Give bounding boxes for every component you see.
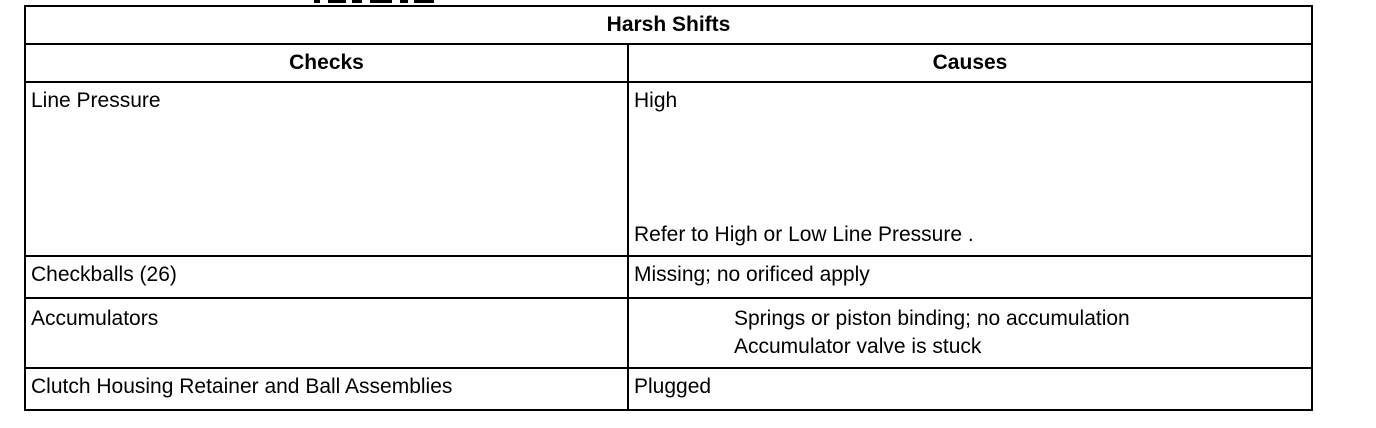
causes-column-header: Causes <box>628 44 1312 82</box>
table-row <box>25 298 1312 368</box>
table-row <box>25 82 1312 256</box>
cause-valve-stuck: Accumulator valve is stuck <box>734 335 982 358</box>
cause-springs-binding: Springs or piston binding; no accumulation <box>734 307 1130 330</box>
check-cell <box>25 82 628 256</box>
table-title: Harsh Shifts <box>25 6 1312 44</box>
check-accumulators: Accumulators <box>31 307 159 330</box>
check-cell <box>25 298 628 368</box>
cropped-text-fragment <box>300 0 440 3</box>
cause-cell <box>628 368 1312 410</box>
check-cell <box>25 256 628 298</box>
check-cell <box>25 368 628 410</box>
check-line-pressure: Line Pressure <box>31 89 161 112</box>
cause-cell <box>628 256 1312 298</box>
checks-column-header: Checks <box>25 44 628 82</box>
table-row <box>25 368 1312 410</box>
cause-high: High <box>634 89 678 112</box>
cause-cell <box>628 298 1312 368</box>
harsh-shifts-table <box>24 5 1313 411</box>
line-pressure-reference-note: Refer to High or Low Line Pressure . <box>634 223 974 246</box>
cause-cell <box>628 82 1312 256</box>
table-row <box>25 256 1312 298</box>
cause-missing: Missing; no orificed apply <box>634 263 870 286</box>
check-checkballs: Checkballs (26) <box>31 263 177 286</box>
cause-plugged: Plugged <box>634 375 712 398</box>
check-clutch-housing: Clutch Housing Retainer and Ball Assemblies <box>31 375 453 398</box>
